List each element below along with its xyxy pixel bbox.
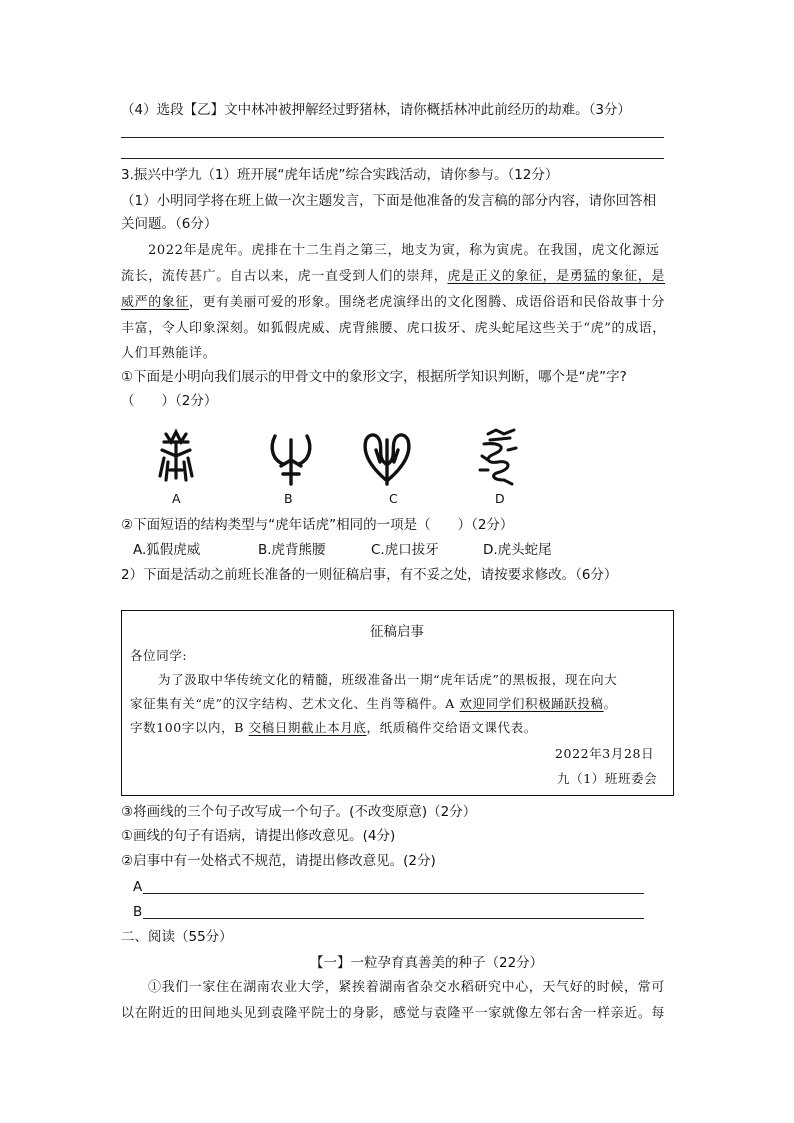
passage-line-2	[121, 267, 665, 287]
notice-title: 征稿启事	[370, 624, 424, 640]
question-3-1-line1: （1）小明同学将在班上做一次主题发言，下面是他准备的发言稿的部分内容，请你回答相	[121, 193, 657, 209]
underlined-sentence: 威严的象征	[121, 295, 190, 310]
oracle-glyph-b-image	[265, 430, 317, 488]
glyph-label-a: A	[172, 491, 181, 506]
sub-question-1: ①下面是小明向我们展示的甲骨文中的象形文字，根据所学知识判断，哪个是“虎”字?	[121, 369, 627, 385]
notice-greeting: 各位同学:	[130, 648, 188, 663]
answer-line-b	[143, 918, 644, 919]
answer-line	[121, 137, 664, 138]
notice-line-2	[130, 694, 617, 714]
article-line-2: 以在附近的田间地头见到袁隆平院士的身影，感觉与袁隆平一家就像左邻右舍一样亲近。每	[121, 1006, 666, 1021]
question-4: （4）选段【乙】文中林冲被押解经过野猪林，请你概括林冲此前经历的劫难。（3分）	[121, 102, 631, 118]
article-line-1: ①我们一家住在湖南农业大学，紧挨着湖南省杂交水稻研究中心，天气好的时候，常可	[148, 980, 665, 995]
passage-text: 流长，流传甚广。自古以来，虎一直受到人们的崇拜，	[121, 269, 448, 284]
oracle-glyph-d-image	[474, 426, 524, 488]
notice-signer: 九（1）班班委会	[557, 771, 658, 786]
answer-label-a: A	[133, 879, 143, 895]
underlined-sentence-b: 交稿日期截止本月底	[248, 720, 367, 735]
notice-text: 家征集有关“虎”的汉字结构、艺术文化、生肖等稿件。A	[130, 696, 460, 711]
glyph-label-c: C	[389, 491, 398, 506]
question-3-title: 3.振兴中学九（1）班开展“虎年话虎”综合实践活动，请你参与。（12分）	[121, 167, 559, 183]
question-3-1-line2: 关问题。（6分）	[121, 216, 218, 232]
section-2-heading: 二、阅读（55分）	[121, 929, 233, 945]
task-2: ②启事中有一处格式不规范，请提出修改意见。(2分)	[121, 853, 436, 869]
notice-text: ，纸质稿件交给语文课代表。	[366, 720, 537, 735]
passage-text: ，更有美丽可爱的形象。围绕老虎演绎出的文化图腾、成语俗语和民俗故事十分	[189, 295, 666, 310]
underlined-sentence-a: 欢迎同学们积极踊跃投稿	[459, 696, 604, 711]
sub-question-2: ②下面短语的结构类型与“虎年话虎”相同的一项是（ ）（2分）	[121, 517, 514, 533]
notice-line-3	[130, 718, 537, 738]
answer-line	[121, 158, 664, 159]
task-3: ③将画线的三个句子改写成一个句子。(不改变原意)（2分）	[121, 804, 477, 820]
option-c: C.虎口拔牙	[371, 542, 439, 558]
notice-line-1: 为了汲取中华传统文化的精髓，班级准备出一期“虎年话虎”的黑板报，现在向大	[158, 672, 618, 687]
glyph-label-b: B	[284, 491, 293, 506]
answer-line-a	[143, 893, 644, 894]
passage-line-4: 丰富，令人印象深刻。如狐假虎威、虎背熊腰、虎口拔牙、虎头蛇尾这些关于“虎”的成语，	[121, 321, 666, 336]
sub-question-1-blank: （ ）（2分）	[121, 393, 218, 409]
glyph-label-d: D	[495, 491, 505, 506]
option-a: A.狐假虎威	[133, 542, 201, 558]
notice-text: 。	[603, 696, 617, 711]
option-b: B.虎背熊腰	[258, 542, 326, 558]
underlined-sentence: 虎是正义的象征，是勇猛的象征，是	[447, 269, 666, 284]
notice-text: 字数100字以内，B	[130, 720, 249, 735]
article-title: 【一】一粒孕育真善美的种子（22分）	[310, 955, 544, 971]
notice-date: 2022年3月28日	[555, 746, 655, 761]
passage-line-5: 人们耳熟能详。	[121, 346, 217, 361]
passage-line-1: 2022年是虎年。虎排在十二生肖之第三，地支为寅，称为寅虎。在我国，虎文化源远	[148, 243, 660, 258]
passage-line-3	[121, 293, 665, 313]
task-1: ①画线的句子有语病，请提出修改意见。(4分)	[121, 828, 396, 844]
oracle-glyph-c-image	[358, 428, 416, 486]
question-3-2: 2）下面是活动之前班长准备的一则征稿启事，有不妥之处，请按要求修改。（6分）	[121, 567, 618, 583]
answer-label-b: B	[133, 904, 143, 920]
option-d: D.虎头蛇尾	[483, 542, 552, 558]
oracle-glyph-a-image	[150, 428, 202, 488]
